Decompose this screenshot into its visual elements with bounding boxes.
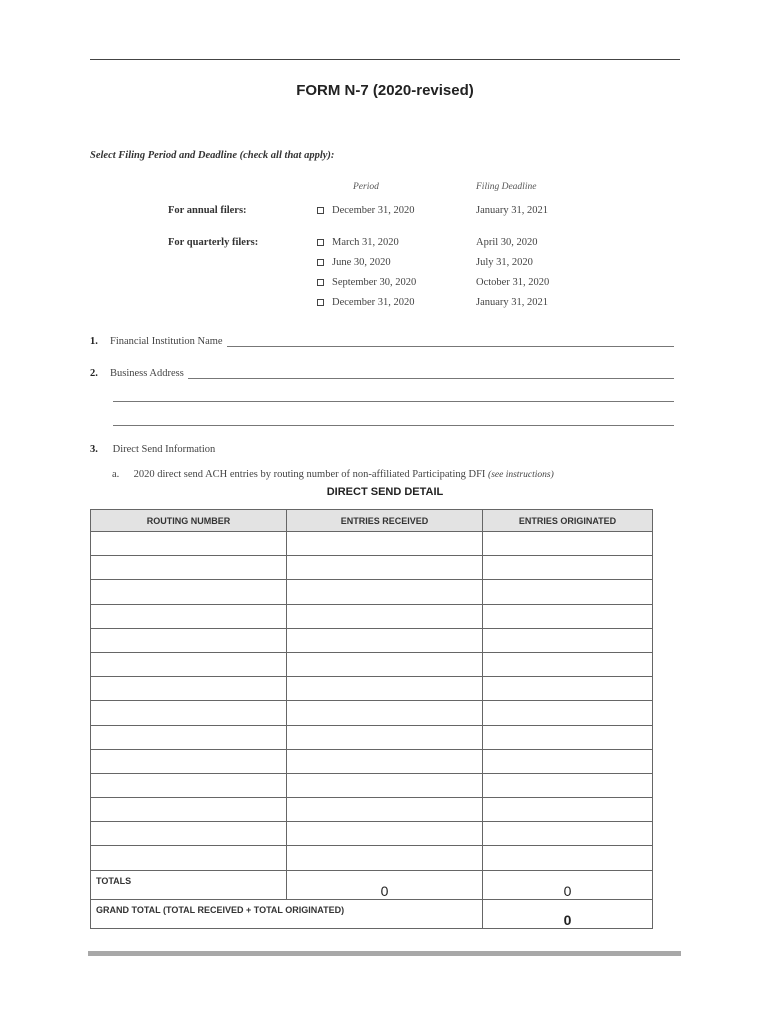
entries-received-cell[interactable] <box>287 798 483 822</box>
table-row <box>91 580 653 604</box>
item-number: 2. <box>90 368 98 379</box>
entries-received-cell[interactable] <box>287 846 483 870</box>
table-row <box>91 652 653 676</box>
routing-number-cell[interactable] <box>91 846 287 870</box>
grand-total-label: GRAND TOTAL (TOTAL RECEIVED + TOTAL ORIGINATED) <box>91 899 483 928</box>
entries-originated-cell[interactable] <box>483 652 653 676</box>
select-filing-heading: Select Filing Period and Deadline (check all that apply): <box>90 150 335 161</box>
routing-number-cell[interactable] <box>91 556 287 580</box>
quarterly-period-option[interactable] <box>317 237 399 248</box>
entries-received-cell[interactable] <box>287 749 483 773</box>
routing-number-cell[interactable] <box>91 701 287 725</box>
business-address-field-line-2[interactable] <box>113 401 674 402</box>
table-row <box>91 798 653 822</box>
annual-filers-label: For annual filers: <box>168 205 247 216</box>
entries-originated-cell[interactable] <box>483 628 653 652</box>
table-row <box>91 604 653 628</box>
grand-total-value: 0 <box>483 899 653 928</box>
table-row <box>91 628 653 652</box>
routing-number-cell[interactable] <box>91 580 287 604</box>
quarterly-deadline: October 31, 2020 <box>476 277 550 288</box>
table-row <box>91 701 653 725</box>
institution-name-label: Financial Institution Name <box>110 336 223 347</box>
entries-received-cell[interactable] <box>287 628 483 652</box>
table-row <box>91 677 653 701</box>
total-received-value: 0 <box>287 870 483 899</box>
quarterly-filers-label: For quarterly filers: <box>168 237 259 248</box>
annual-deadline: January 31, 2021 <box>476 205 549 216</box>
entries-originated-cell[interactable] <box>483 749 653 773</box>
item-number: 1. <box>90 336 98 347</box>
entries-originated-cell[interactable] <box>483 798 653 822</box>
entries-received-header: ENTRIES RECEIVED <box>287 510 483 532</box>
entries-received-cell[interactable] <box>287 773 483 797</box>
routing-number-cell[interactable] <box>91 628 287 652</box>
period-label: September 30, 2020 <box>332 277 417 288</box>
total-originated-value: 0 <box>483 870 653 899</box>
subitem-text: 2020 direct send ACH entries by routing number of non-affiliated Participating DFI <box>133 469 486 480</box>
form-title: FORM N-7 (2020-revised) <box>296 82 474 99</box>
table-row <box>91 725 653 749</box>
entries-originated-header: ENTRIES ORIGINATED <box>483 510 653 532</box>
entries-received-cell[interactable] <box>287 725 483 749</box>
totals-label: TOTALS <box>91 870 287 899</box>
direct-send-heading <box>90 444 215 455</box>
quarterly-deadline: April 30, 2020 <box>476 237 538 248</box>
item-number: 3. <box>90 444 98 455</box>
entries-originated-cell[interactable] <box>483 580 653 604</box>
entries-received-cell[interactable] <box>287 701 483 725</box>
top-rule <box>90 59 680 60</box>
routing-number-cell[interactable] <box>91 677 287 701</box>
period-label: March 31, 2020 <box>332 237 399 248</box>
routing-number-cell[interactable] <box>91 532 287 556</box>
totals-row <box>91 870 653 899</box>
checkbox[interactable] <box>317 207 324 214</box>
entries-received-cell[interactable] <box>287 604 483 628</box>
entries-originated-cell[interactable] <box>483 725 653 749</box>
checkbox[interactable] <box>317 239 324 246</box>
entries-received-cell[interactable] <box>287 580 483 604</box>
subitem-letter: a. <box>112 469 120 480</box>
quarterly-deadline: July 31, 2020 <box>476 257 533 268</box>
business-address-label: Business Address <box>110 368 184 379</box>
direct-send-detail-title: DIRECT SEND DETAIL <box>326 486 444 498</box>
table-row <box>91 532 653 556</box>
entries-originated-cell[interactable] <box>483 532 653 556</box>
entries-originated-cell[interactable] <box>483 701 653 725</box>
checkbox[interactable] <box>317 299 324 306</box>
entries-received-cell[interactable] <box>287 677 483 701</box>
annual-period-option[interactable] <box>317 205 415 216</box>
institution-name-row <box>90 335 674 347</box>
period-column-header: Period <box>353 182 379 192</box>
table-row <box>91 846 653 870</box>
entries-originated-cell[interactable] <box>483 556 653 580</box>
direct-send-detail-table <box>90 509 653 929</box>
table-row <box>91 822 653 846</box>
business-address-field-line-3[interactable] <box>113 425 674 426</box>
table-header-row <box>91 510 653 532</box>
quarterly-period-option[interactable] <box>317 277 416 288</box>
institution-name-field[interactable] <box>227 335 674 347</box>
routing-number-cell[interactable] <box>91 822 287 846</box>
routing-number-header: ROUTING NUMBER <box>91 510 287 532</box>
quarterly-period-option[interactable] <box>317 257 391 268</box>
entries-received-cell[interactable] <box>287 532 483 556</box>
business-address-row <box>90 367 674 379</box>
quarterly-period-option[interactable] <box>317 297 415 308</box>
routing-number-cell[interactable] <box>91 773 287 797</box>
bottom-rule <box>88 951 681 956</box>
period-label: June 30, 2020 <box>332 257 391 268</box>
grand-total-row <box>91 899 653 928</box>
table-row <box>91 773 653 797</box>
subitem-note: (see instructions) <box>488 470 554 480</box>
entries-originated-cell[interactable] <box>483 773 653 797</box>
entries-originated-cell[interactable] <box>483 677 653 701</box>
routing-number-cell[interactable] <box>91 798 287 822</box>
checkbox[interactable] <box>317 279 324 286</box>
entries-originated-cell[interactable] <box>483 822 653 846</box>
routing-number-cell[interactable] <box>91 652 287 676</box>
entries-received-cell[interactable] <box>287 652 483 676</box>
routing-number-cell[interactable] <box>91 604 287 628</box>
quarterly-deadline: January 31, 2021 <box>476 297 549 308</box>
entries-originated-cell[interactable] <box>483 604 653 628</box>
entries-received-cell[interactable] <box>287 556 483 580</box>
routing-number-cell[interactable] <box>91 749 287 773</box>
business-address-field[interactable] <box>188 367 674 379</box>
deadline-column-header: Filing Deadline <box>476 182 537 192</box>
checkbox[interactable] <box>317 259 324 266</box>
direct-send-subitem <box>112 469 554 480</box>
direct-send-label: Direct Send Information <box>112 444 216 455</box>
entries-originated-cell[interactable] <box>483 846 653 870</box>
entries-received-cell[interactable] <box>287 822 483 846</box>
table-row <box>91 749 653 773</box>
routing-number-cell[interactable] <box>91 725 287 749</box>
table-row <box>91 556 653 580</box>
period-label: December 31, 2020 <box>332 297 415 308</box>
period-label: December 31, 2020 <box>332 205 415 216</box>
